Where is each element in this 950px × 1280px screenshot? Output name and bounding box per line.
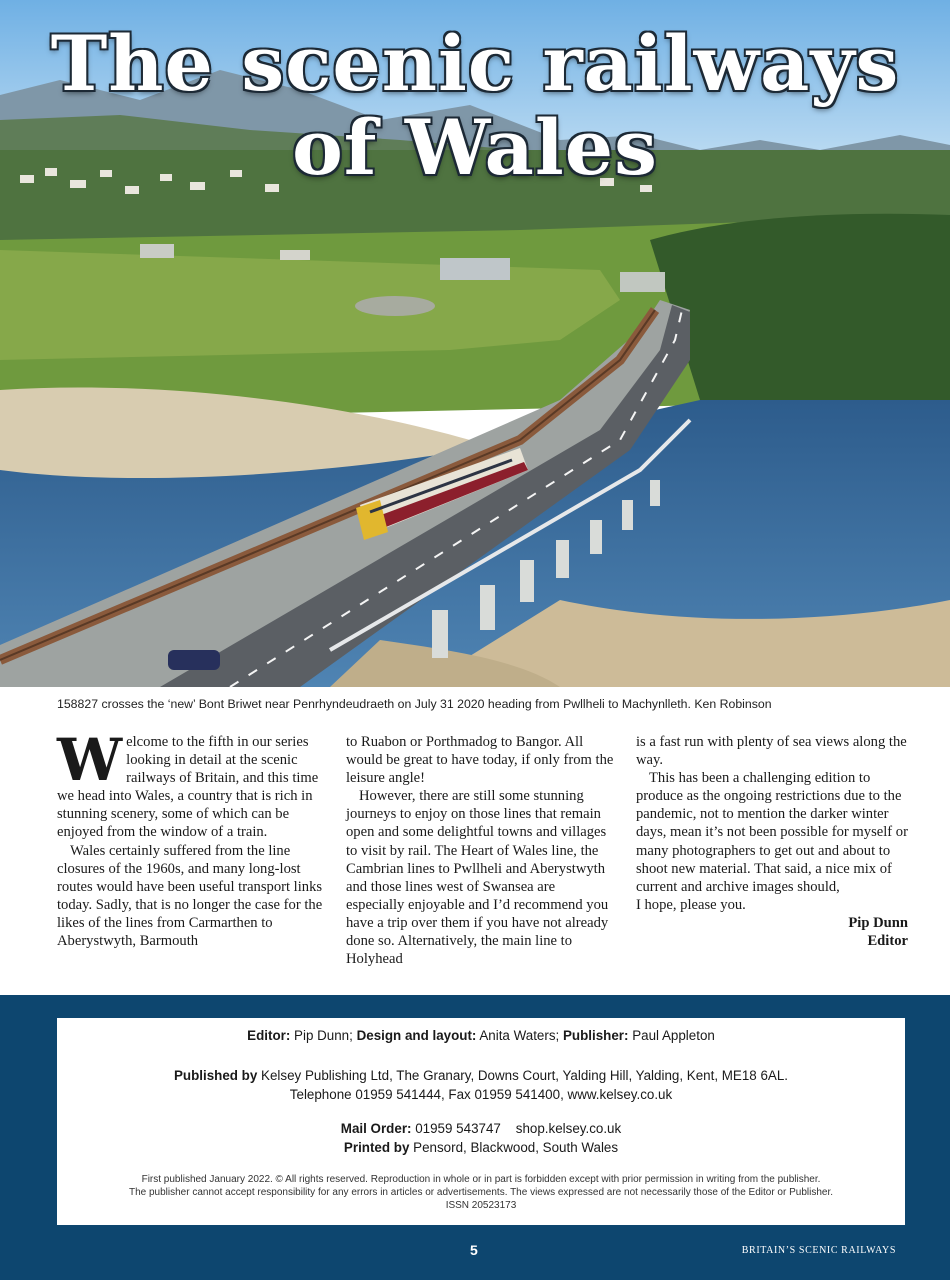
mail-order: Mail Order: 01959 543747 shop.kelsey.co.uk Printed by Pensord, Blackwood, South Wales [340,1121,622,1155]
article-paragraph: is a fast run with plenty of sea views along the way. [636,734,907,769]
article-column-3 [636,733,908,950]
article-paragraph: However, there are still some stunning journeys to enjoy on those lines that remain open and some delightful towns and villages to visit by rail. The Heart of Wales line, the Cambrian lines to Pwllheli and Aberystwyth and those lines west of Swansea are especially enjoyable and I’d recommend you have a trip over them if you have not already done so. Alternatively, the main line to Holyhead [346,788,609,968]
publisher-address: Published by Kelsey Publishing Ltd, The Granary, Downs Court, Yalding Hill, Yalding, Kent, ME18 6AL. Telephone 01959 541444, Fax 01959 541400, www.kelsey.co.uk [173,1068,789,1102]
signature-role: Editor [867,933,908,950]
article-paragraph [57,726,328,842]
article-paragraph: Wales certainly suffered from the line closures of the 1960s, and many long-lost routes would have been useful transport links today. Sadly, that is no longer the case for the likes of the lines from Carmarthen to Aberystwyth, Barmouth [57,842,323,950]
staff-line: Editor: Pip Dunn; Design and layout: Anita Waters; Publisher: Paul Appleton [247,1028,715,1043]
signature-name: Pip Dunn [848,914,908,931]
page-title [0,19,950,192]
title-line-2: of Wales [292,103,658,192]
contact-line: Telephone 01959 541444, Fax 01959 541400, www.kelsey.co.uk [289,1087,673,1102]
title-line-1: The scenic railways [50,19,900,108]
shop-link[interactable]: shop.kelsey.co.uk [515,1121,622,1136]
article-column-1 [57,726,328,950]
issn: ISSN 20523173 [445,1200,517,1211]
magazine-title: BRITAIN’S SCENIC RAILWAYS [741,1245,896,1256]
photo-caption: 158827 crosses the ‘new’ Bont Briwet near Penrhyndeudraeth on July 31 2020 heading from Pwllheli to Machynlleth. Ken Robinson [57,697,772,711]
article-paragraph: This has been a challenging edition to produce as the ongoing restrictions due to the pandemic, not to mention the darker winter days, mean it’s not been possible for myself or many photographers to get out and about to shoot new material. That said, a nice mix of current and archive images should, [636,770,908,895]
credits-box [57,1018,905,1225]
drop-cap: W [57,726,123,794]
article-column-2 [346,733,617,968]
page-number: 5 [470,1242,478,1258]
article-paragraph: I hope, please you. [636,896,746,913]
paragraph-text: elcome to the fifth in our series looking in detail at the scenic railways of Britain, and this time we head into Wales, a country that is rich in stunning scenery, some of which can be enjoyed from the window of a train. [57,734,319,841]
article-paragraph: to Ruabon or Porthmadog to Bangor. All would be great to have today, if only from the leisure angle! [346,734,614,787]
legal-notice: First published January 2022. © All rights reserved. Reproduction in whole or in part is forbidden except with prior permission in writing from the publisher. The publisher cannot accept responsibility for any errors in articles or advertisements. The views expressed are not necessarily those of the Editor or Publisher. ISSN 20523173 [128,1174,834,1211]
